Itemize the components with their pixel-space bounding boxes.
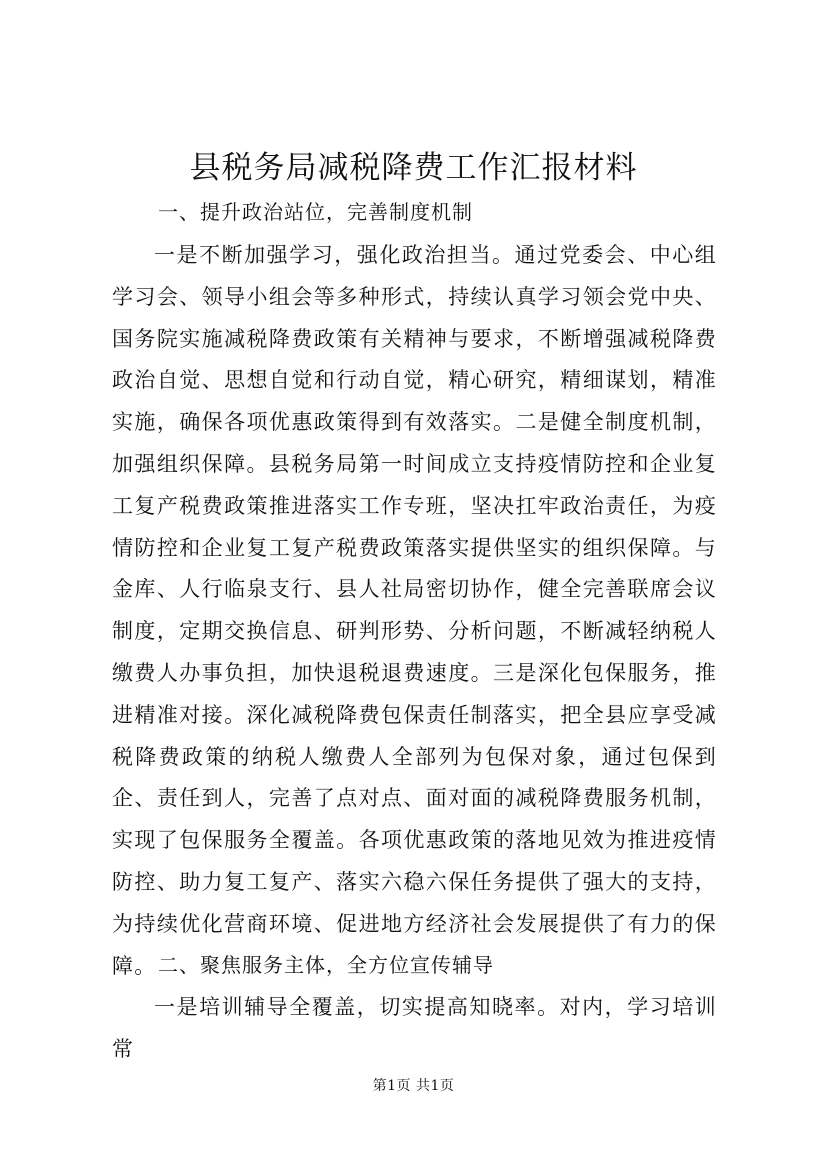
section-paragraph-1: 一是不断加强学习，强化政治担当。通过党委会、中心组学习会、领导小组会等多种形式，持续认真学习领会党中央、国务院实施减税降费政策有关精神与要求，不断增强减税降费政治自觉、思想自觉和行动自觉，精心研究，精细谋划，精准实施，确保各项优惠政策得到有效落实。二是健全制度机制，加强组织保障。县税务局第一时间成立支持疫情防控和企业复工复产税费政策推进落实工作专班，坚决扛牢政治责任，为疫情防控和企业复工复产税费政策落实提供坚实的组织保障。与金库、人行临泉支行、县人社局密切协作，健全完善联席会议制度，定期交换信息、研判形势、分析问题，不断减轻纳税人缴费人办事负担，加快退税退费速度。三是深化包保服务，推进精准对接。深化减税降费包保责任制落实，把全县应享受减税降费政策的纳税人缴费人全部列为包保对象，通过包保到企、责任到人，完善了点对点、面对面的减税降费服务机制，实现了包保服务全覆盖。各项优惠政策的落地见效为推进疫情防控、助力复工复产、落实六稳六保任务提供了强大的支持，为持续优化营商环境、促进地方经济社会发展提供了有力的保障。 <box>112 243 717 978</box>
section-heading-2: 二、聚焦服务主体，全方位宣传辅导 <box>158 953 494 977</box>
section-paragraph-2: 一是培训辅导全覆盖，切实提高知晓率。对内，学习培训常 <box>112 995 717 1061</box>
section-heading-1: 一、提升政治站位，完善制度机制 <box>158 200 473 224</box>
page-footer: 第1页 共1页 <box>372 1078 455 1094</box>
document-title: 县税务局减税降费工作汇报材料 <box>189 150 638 186</box>
